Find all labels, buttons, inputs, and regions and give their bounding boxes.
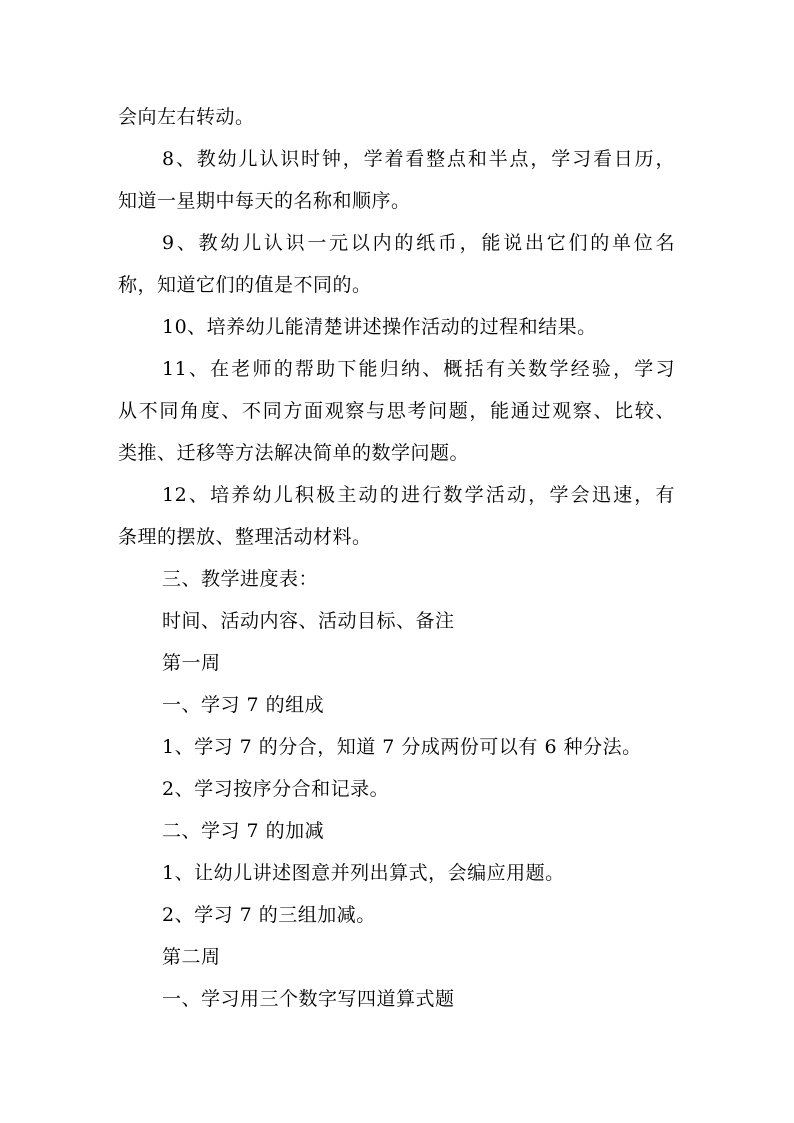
week-1-topic-2-goal-1: 1、让幼儿讲述图意并列出算式，会编应用题。 bbox=[162, 862, 565, 884]
paragraph-continuation: 会向左右转动。 bbox=[118, 106, 255, 128]
item-10: 10、培养幼儿能清楚讲述操作活动的过程和结果。 bbox=[162, 316, 597, 338]
section-heading: 三、教学进度表： bbox=[162, 568, 319, 590]
item-8-line-2: 知道一星期中每天的名称和顺序。 bbox=[118, 190, 411, 212]
week-1-topic-2-goal-2: 2、学习 7 的三组加减。 bbox=[162, 904, 376, 926]
item-8-line-1: 8、教幼儿认识时钟，学着看整点和半点，学习看日历， bbox=[162, 148, 675, 170]
week-1-topic-1: 一、学习 7 的组成 bbox=[162, 694, 325, 716]
item-9-line-1: 9、教幼儿认识一元以内的纸币，能说出它们的单位名 bbox=[162, 232, 675, 254]
item-11-line-3: 类推、迁移等方法解决简单的数学问题。 bbox=[118, 442, 470, 464]
week-2-topic-1: 一、学习用三个数字写四道算式题 bbox=[162, 988, 455, 1010]
item-9-line-2: 称，知道它们的值是不同的。 bbox=[118, 274, 372, 296]
item-11-line-1: 11、在老师的帮助下能归纳、概括有关数学经验，学习 bbox=[162, 358, 675, 380]
week-1-heading: 第一周 bbox=[162, 652, 221, 674]
table-header-line: 时间、活动内容、活动目标、备注 bbox=[162, 610, 455, 632]
item-11-line-2: 从不同角度、不同方面观察与思考问题，能通过观察、比较、 bbox=[118, 400, 675, 422]
item-12-line-2: 条理的摆放、整理活动材料。 bbox=[118, 526, 372, 548]
item-12-line-1: 12、培养幼儿积极主动的进行数学活动，学会迅速，有 bbox=[162, 484, 675, 506]
week-1-topic-1-goal-1: 1、学习 7 的分合，知道 7 分成两份可以有 6 种分法。 bbox=[162, 736, 642, 758]
week-1-topic-2: 二、学习 7 的加减 bbox=[162, 820, 325, 842]
week-2-heading: 第二周 bbox=[162, 946, 221, 968]
week-1-topic-1-goal-2: 2、学习按序分合和记录。 bbox=[162, 778, 390, 800]
